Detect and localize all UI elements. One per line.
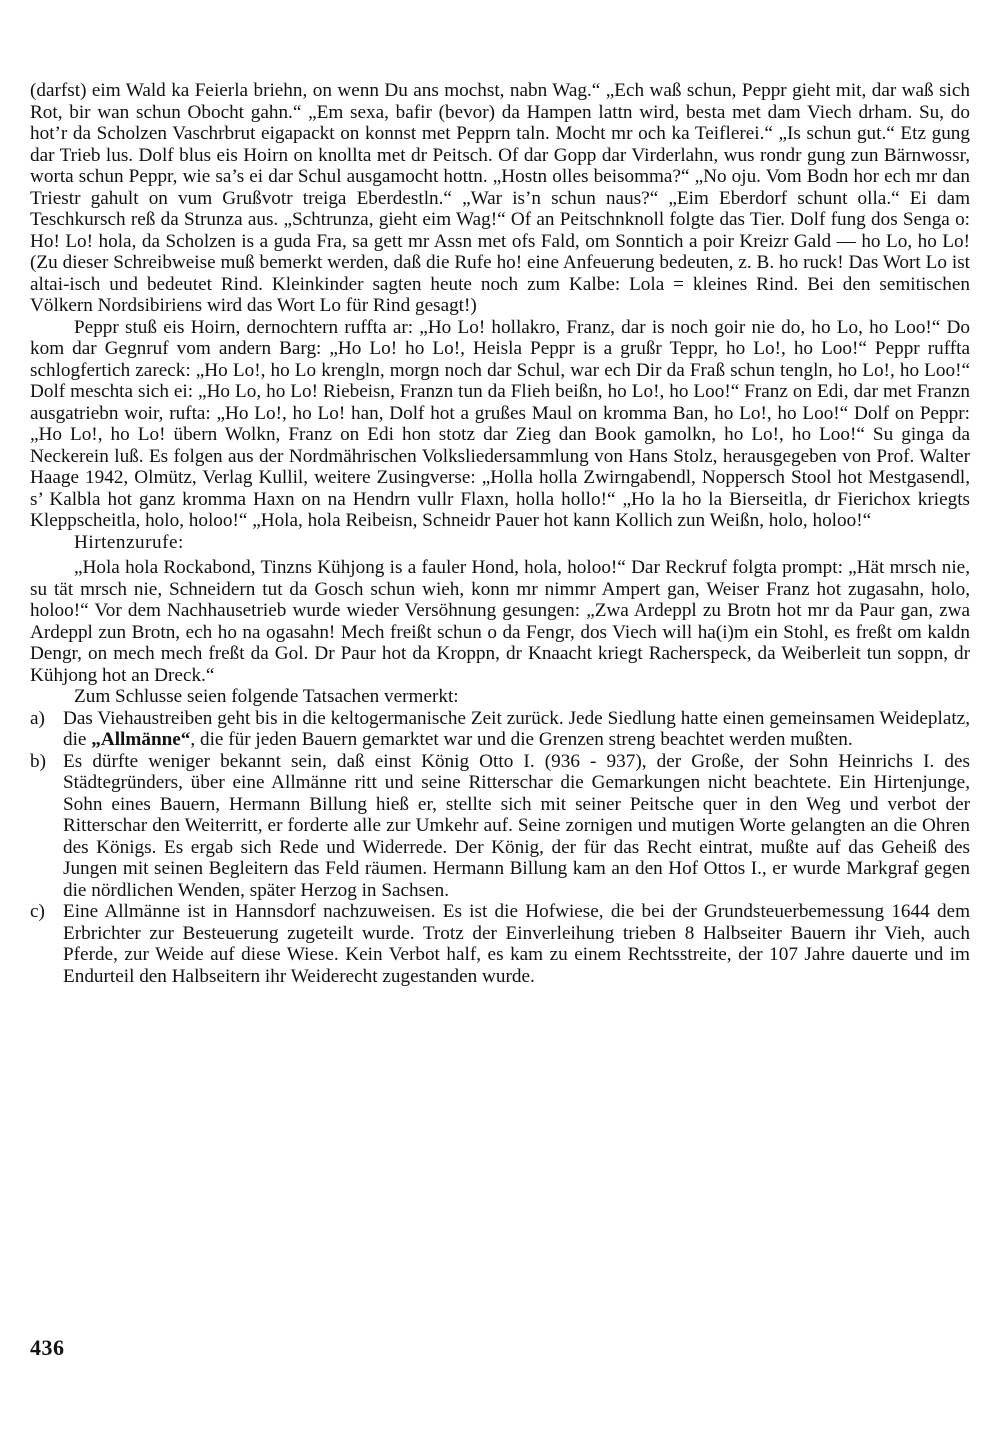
page-number: 436 [30,1335,65,1360]
list-item [30,708,970,751]
list-marker: a) [30,707,45,729]
list-item [30,751,970,902]
list-item-text-after: , die für jeden Bauern gemarktet war und die Grenzen streng beachtet werden mußten. [190,729,853,750]
body-text [30,80,970,987]
list-item-text: Es dürfte weniger bekannt sein, daß einst König Otto I. (936 - 937), der Große, der Sohn Heinrichs I. des Städtegründers, über eine Allmänne ritt und seine Ritterschar die Gemarkungen nicht beachtete. Ein Hirtenjunge, Sohn eines Bauern, Hermann Billung hieß er, stellte sich mit seiner Peitsche quer in den Weg und verbot der Ritterschar den Weiterritt, er forderte alle zur Umkehr auf. Seine zornigen und mutigen Worte gelangten an die Ohren des Königs. Es ergab sich Rede und Widerrede. Der König, der für das Recht eintrat, mußte auf das Geheiß des Jungen mit seinen Begleitern das Feld räumen. Hermann Billung kam an den Hof Ottos I., er wurde Markgraf gegen die nördlichen Wenden, später Herzog in Sachsen. [63,750,970,901]
paragraph-dialogue-1: (darfst) eim Wald ka Feierla briehn, on wenn Du ans mochst, nabn Wag.“ „Ech waß schun, Peppr gieht mit, dar waß sich Rot, bir wan schun Obocht gahn.“ „Em sexa, bafir (bevor) da Hampen lattn wird, besta met dam Viech drham. Su, do hot’r da Scholzen Vaschrbrut eigapackt on konnst met Pepprn taln. Mocht mr och ka Teiflerei.“ „Is schun gut.“ Etz gung dar Trieb lus. Dolf blus eis Hoirn on knollta met dr Peitsch. Of dar Gopp dar Virderlahn, wus rondr gung zun Bärnwossr, worta schun Peppr, wie sa’s ei dar Schul ausgamocht hottn. „Hostn olles beisomma?“ „No oju. Vom Bodn hor ech mr dan Triestr gahult on vum Grußvotr treiga Eberdestln.“ „War is’n schun naus?“ „Eim Eberdorf schunt olla.“ Ei dam Teschkursch reß da Strunza aus. „Schtrunza, gieht eim Wag!“ Of an Peitschnknoll folgte das Tier. Dolf fung dos Senga o: Ho! Lo! hola, da Scholzen is a guda Fra, sa gett mr Assn met ofs Fald, om Sonntich a poir Kreizr Gald — ho Lo, ho Lo! (Zu dieser Schreibweise muß bemerkt werden, daß die Rufe ho! eine Anfeuerung bedeuten, z. B. ho ruck! Das Wort Lo ist altai-isch und bedeutet Rind. Kleinkinder sagten heute noch zum Kalbe: Lola = kleines Rind. Bei den semitischen Völkern Nordsibiriens wird das Wort Lo für Rind gesagt!) [30,80,970,316]
heading-hirtenzurufe: Hirtenzurufe: [74,531,184,553]
list-marker: b) [30,750,46,772]
list-item-bold-term: „Allmänne“ [91,729,191,750]
facts-list [30,708,970,988]
list-item-text: Das Viehaustreiben geht bis in die keltogermanische Zeit zurück. Jede Siedlung hatte einen gemeinsamen Weideplatz, die [63,707,970,750]
list-marker: c) [30,901,45,922]
paragraph-hirtenzurufe: „Hola hola Rockabond, Tinzns Kühjong is a fauler Hond, hola, holoo!“ Dar Reckruf folgta prompt: „Hät mrsch nie, su tät mrsch nie, Schneidern tut da Gosch schun wieh, konn mr nimmr Ampert gan, Weiser Franz hot zugasahn, holo, holoo!“ Vor dem Nachhausetrieb wurde wieder Versöhnung gesungen: „Zwa Ardeppl zu Brotn hot mr da Paur gan, zwa Ardeppl zun Brotn, ech ho na ogasahn! Mech freißt schun o da Fengr, dos Viech will ha(i)m ein Stohl, es freßt om kaldn Dengr, on mech mech freßt da Gol. Dr Paur hot da Kroppn, dr Knaacht kriegt Racherspeck, da Weiberleit tun soppn, dr Kühjong hot an Dreck.“ [30,557,970,686]
list-item [30,901,970,987]
list-item-text: Eine Allmänne ist in Hannsdorf nachzuweisen. Es ist die Hofwiese, die bei der Grundsteuerbemessung 1644 dem Erbrichter zur Besteuerung zugeteilt wurde. Trotz der Einverleihung trieben 8 Halbseiter Bauern ihr Vieh, auch Pferde, zur Weide auf diese Wiese. Kein Verbot half, es kam zu einem Rechtsstreite, der 107 Jahre dauerte und im Endurteil den Halbseitern ihr Weiderecht zugestanden wurde. [63,901,970,987]
paragraph-conclusion-intro: Zum Schlusse seien folgende Tatsachen vermerkt: [74,686,459,707]
paragraph-dialogue-2: Peppr stuß eis Hoirn, dernochtern ruffta ar: „Ho Lo! hollakro, Franz, dar is noch goir nie do, ho Lo, ho Loo!“ Do kom dar Gegnruf vom andern Barg: „Ho Lo! ho Lo!, Heisla Peppr is a grußr Teppr, ho Lo!, ho Loo!“ Peppr ruffta schlogfertich zareck: „Ho Lo!, ho Lo krengln, morgn noch dar Schul, war ech Dir da Fraß schun tengln, ho Lo!, ho Loo!“ Dolf meschta sich ei: „Ho Lo, ho Lo! Riebeisn, Franzn tun da Flieh beißn, ho Lo!, ho Loo!“ Franz on Edi, dar met Franzn ausgatriebn woir, rufta: „Ho Lo!, ho Lo! han, Dolf hot a grußes Maul on kromma Ban, ho Lo!, ho Loo!“ Dolf on Peppr: „Ho Lo!, ho Lo! übern Wolkn, Franz on Edi hon stotz dar Zieg dan Book gamolkn, ho Lo!, ho Loo!“ Su ginga da Neckerein luß. Es folgen aus der Nordmährischen Volksliedersammlung von Hans Stolz, herausgegeben von Prof. Walter Haage 1942, Olmütz, Verlag Kullil, weitere Zusingverse: „Holla holla Zwirngabendl, Noppersch Stool hot Mestgasendl, s’ Kalbla hot ganz kromma Haxn on na Hendrn vullr Flaxn, holla hollo!“ „Ho la ho la Bierseitla, dr Fierichox kriegts Kleppscheitla, holo, holoo!“ „Hola, hola Reibeisn, Schneidr Pauer hot kann Kollich zun Weißn, holo, holoo!“ [30,316,970,531]
